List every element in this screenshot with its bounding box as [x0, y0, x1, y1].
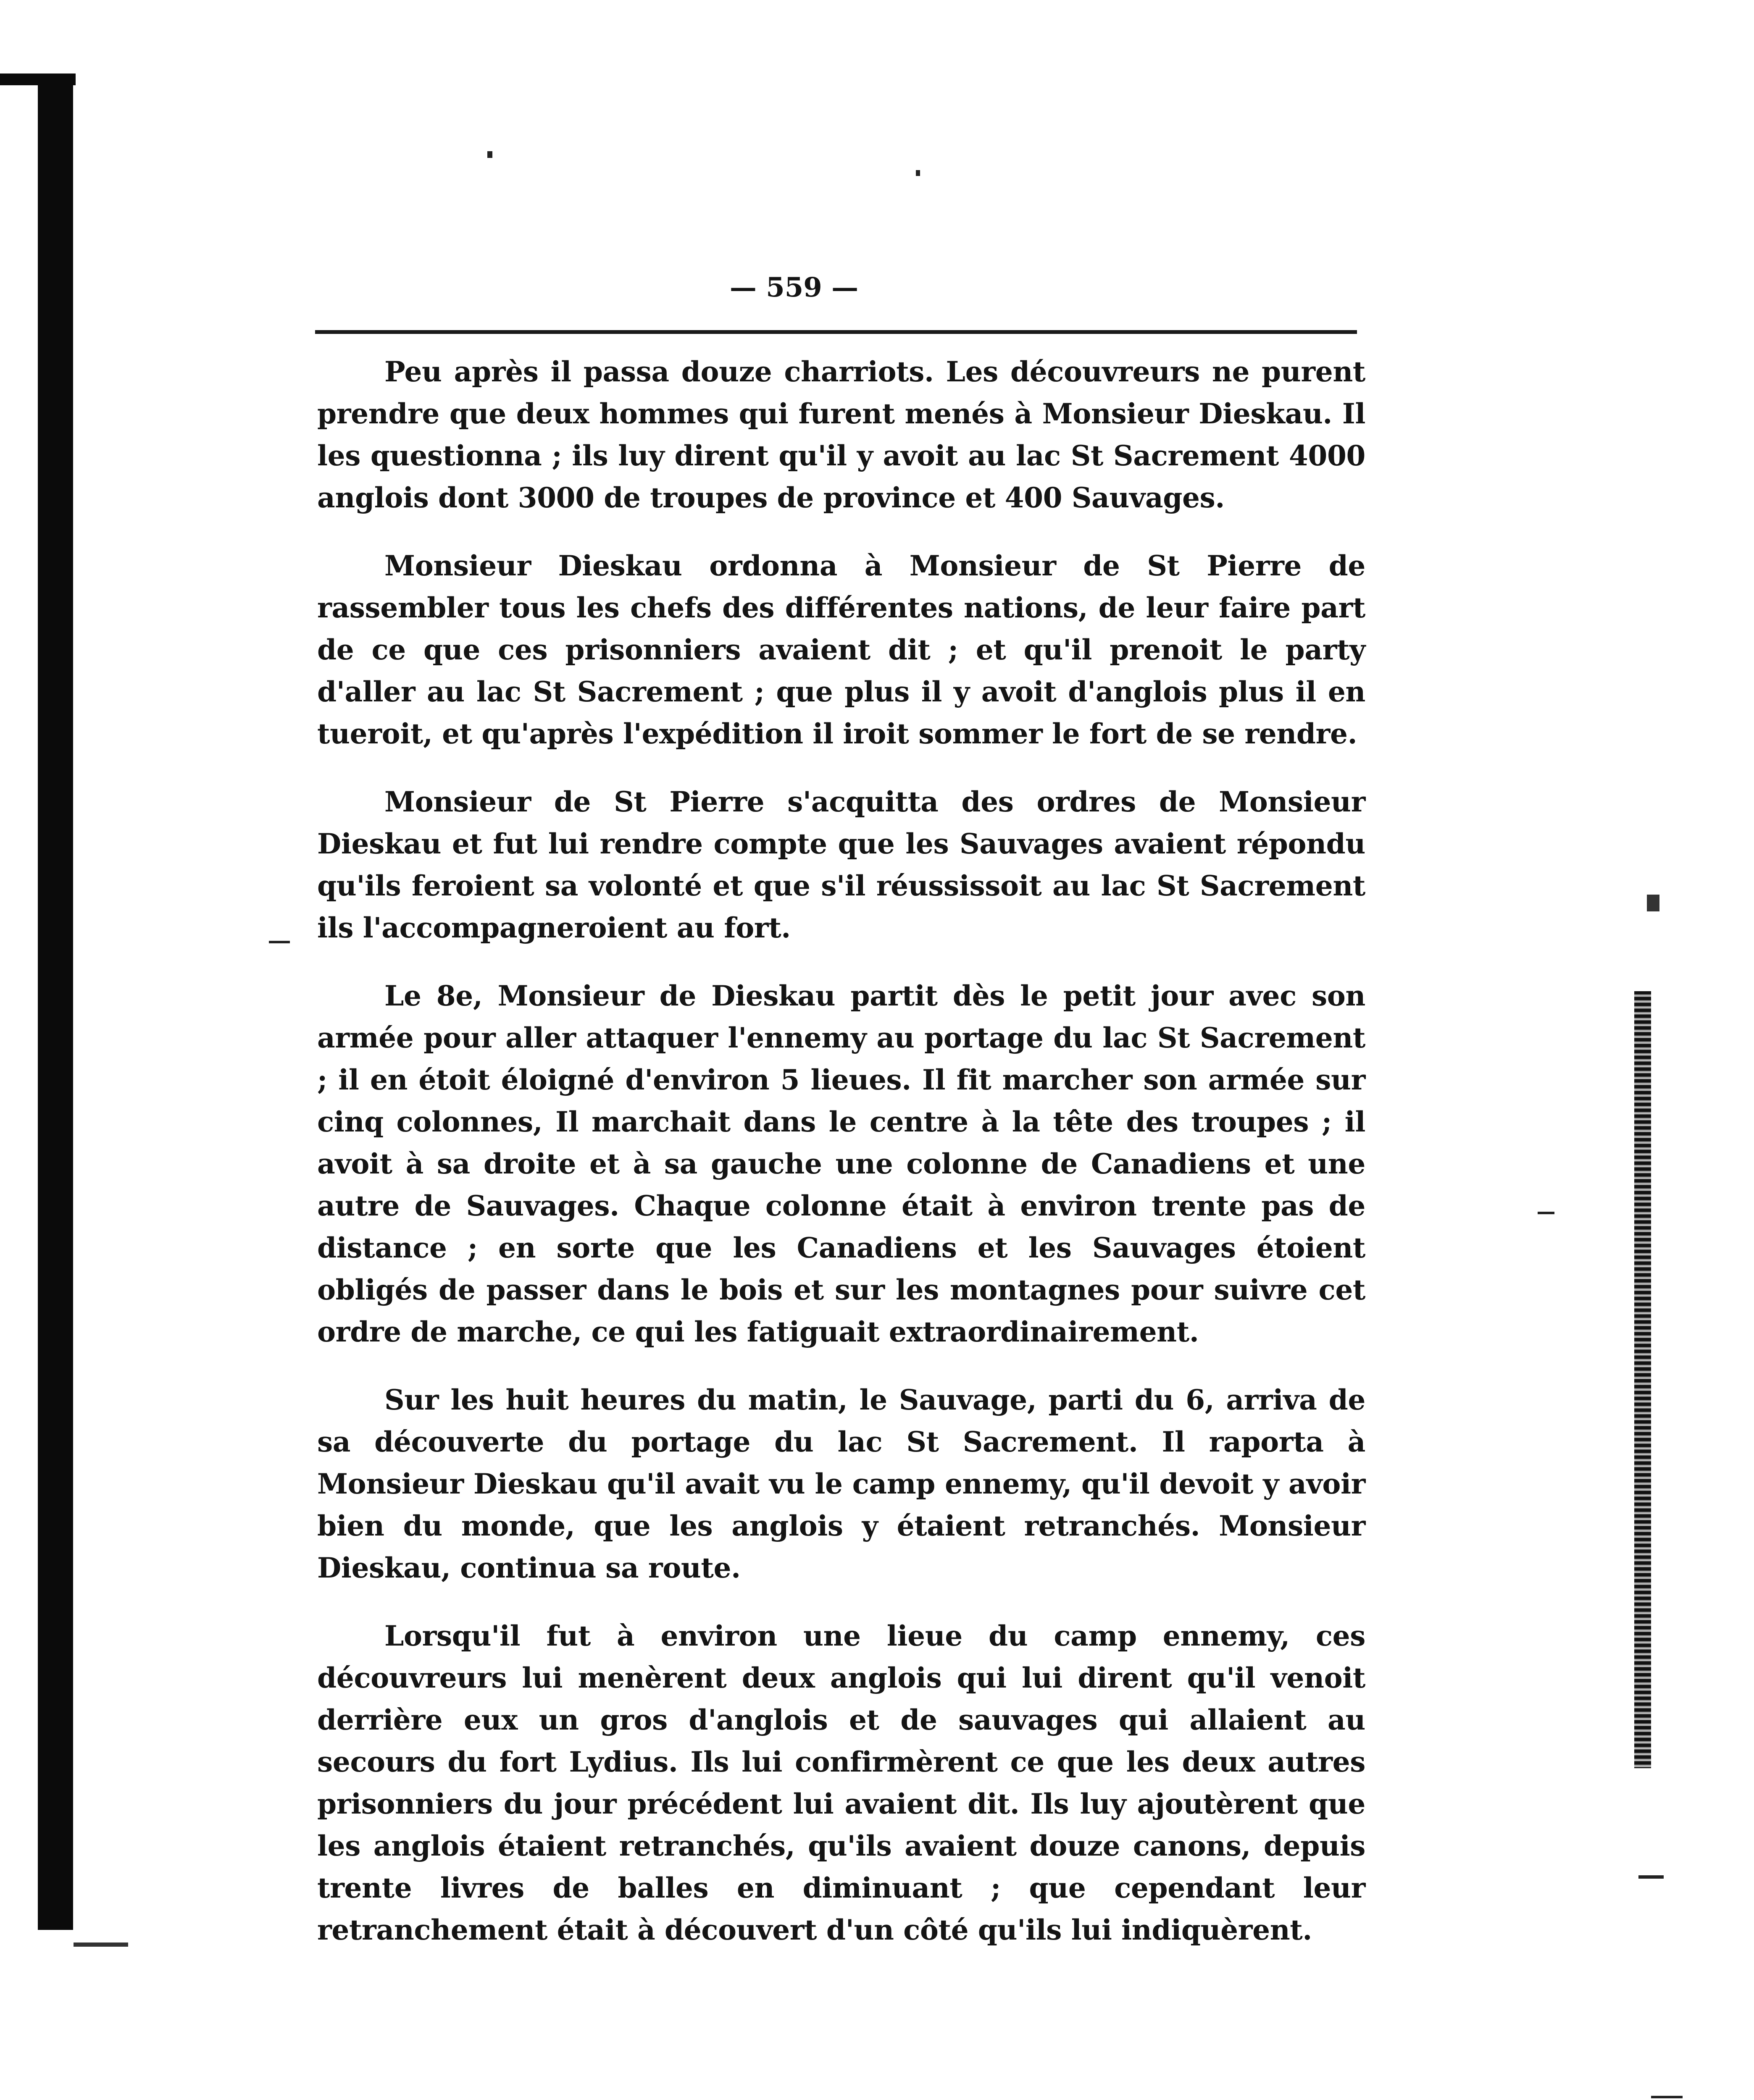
scan-speck: [916, 170, 920, 176]
paragraph: Peu après il passa douze charriots. Les découvreurs ne purent prendre que deux hommes qui furent menés à Monsieur Dieskau. Il les questionna ; ils luy dirent qu'il y avoit au lac St Sacrement 4000 anglois dont 3000 de troupes de province et 400 Sauvages.: [317, 355, 1365, 514]
scan-speck: [487, 151, 492, 158]
paragraph: Monsieur de St Pierre s'acquitta des ordres de Monsieur Dieskau et fut lui rendre compte que les Sauvages avaient répondu qu'ils feroient sa volonté et que s'il réussissoit au lac St Sacrement ils l'accompagneroient au fort.: [317, 785, 1365, 944]
scan-edge-left-foot: [74, 1942, 128, 1947]
scan-edge-right: [1634, 991, 1651, 1768]
page-number: — 559 —: [729, 272, 859, 303]
scan-dash: [269, 941, 290, 943]
scan-edge-left: [38, 74, 73, 1930]
body-text: [317, 351, 1365, 1977]
header-rule: [315, 330, 1357, 334]
scan-dash: [1638, 1875, 1664, 1879]
paragraph: Monsieur Dieskau ordonna à Monsieur de St Pierre de rassembler tous les chefs des différentes nations, de leur faire part de ce que ces prisonniers avaient dit ; et qu'il prenoit le party d'aller au lac St Sacrement ; que plus il y avoit d'anglois plus il en tueroit, et qu'après l'expédition il iroit sommer le fort de se rendre.: [317, 549, 1365, 750]
scan-dash: [1651, 2096, 1683, 2098]
paragraph: Lorsqu'il fut à environ une lieue du camp ennemy, ces découvreurs lui menèrent deux anglois qui lui dirent qu'il venoit derrière eux un gros d'anglois et de sauvages qui allaient au secours du fort Lydius. Ils lui confirmèrent ce que les deux autres prisonniers du jour précédent lui avaient dit. Ils luy ajoutèrent que les anglois étaient retranchés, qu'ils avaient douze canons, depuis trente livres de balles en diminuant ; que cependant leur retranchement était à découvert d'un côté qu'ils lui indiquèrent.: [317, 1620, 1365, 1946]
paragraph: Le 8e, Monsieur de Dieskau partit dès le petit jour avec son armée pour aller attaquer l'ennemy au portage du lac St Sacrement ; il en étoit éloigné d'environ 5 lieues. Il fit marcher son armée sur cinq colonnes, Il marchait dans le centre à la tête des troupes ; il avoit à sa droite et à sa gauche une colonne de Canadiens et une autre de Sauvages. Chaque colonne était à environ trente pas de distance ; en sorte que les Canadiens et les Sauvages étoient obligés de passer dans le bois et sur les montagnes pour suivre cet ordre de marche, ce qui les fatiguait extraordinairement.: [317, 979, 1365, 1348]
scan-dash: [1538, 1212, 1554, 1214]
scan-dash: [1647, 895, 1659, 911]
paragraph: Sur les huit heures du matin, le Sauvage, parti du 6, arriva de sa découverte du portage du lac St Sacrement. Il raporta à Monsieur Dieskau qu'il avait vu le camp ennemy, qu'il devoit y avoir bien du monde, que les anglois y étaient retranchés. Monsieur Dieskau, continua sa route.: [317, 1383, 1365, 1584]
